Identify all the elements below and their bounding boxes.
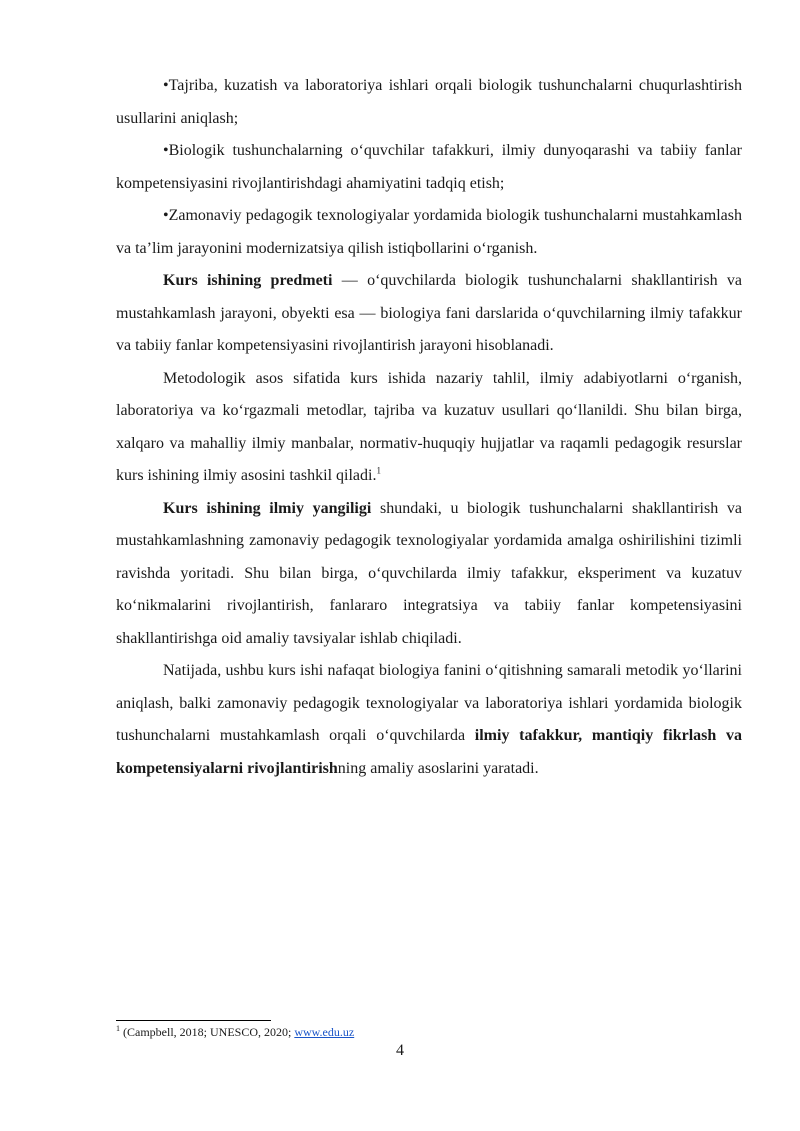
page-number: 4 <box>396 1042 404 1059</box>
bullet-text: Tajriba, kuzatish va laboratoriya ishlari orqali biologik tushunchalarni chuqurlashtirish usullarini aniqlash; <box>116 77 742 127</box>
novelty-heading: Kurs ishining ilmiy yangiligi <box>163 499 372 517</box>
subject-text: — oʻquvchilarda biologik tushunchalarni shakllantirish va mustahkamlash jarayoni, obyekti esa — biologiya fani darslarida oʻquvchilarning ilmiy tafakkur va tabiiy fanlar kompetensiyasini rivojlantirish jarayoni hisoblanadi. <box>116 272 743 354</box>
bullet-text: Biologik tushunchalarning oʻquvchilar tafakkuri, ilmiy dunyoqarashi va tabiiy fanlar kompetensiyasini rivojlantirishdagi ahamiyatini tadqiq etish; <box>116 142 742 192</box>
footnote <box>116 1025 354 1040</box>
bullet-marker: • <box>163 207 169 224</box>
bullet-item-2 <box>116 135 742 200</box>
paragraph-methodology <box>116 363 742 493</box>
footnote-reference[interactable]: 1 <box>376 465 381 476</box>
footnote-text: (Campbell, 2018; UNESCO, 2020; <box>120 1025 295 1039</box>
paragraph-result <box>116 655 742 785</box>
paragraph-subject <box>116 265 742 363</box>
bullet-item-1 <box>116 70 742 135</box>
novelty-text: shundaki, u biologik tushunchalarni shakllantirish va mustahkamlashning zamonaviy pedagogik texnologiyalar yordamida amalga oshirilishini tizimli ravishda yoritadi. Shu bilan birga, oʻquvchilarda ilmiy tafakkur, eksperiment va kuzatuv koʻnikmalarini rivojlantirish, fanlararo integratsiya va tabiiy fanlar kompetensiyasini shakllantirishga oid amaliy tavsiyalar ishlab chiqiladi. <box>116 499 742 647</box>
bullet-marker: • <box>163 77 169 94</box>
footnote-marker: 1 <box>116 1024 120 1033</box>
bullet-item-3 <box>116 200 742 265</box>
result-text: Natijada, ushbu kurs ishi nafaqat biologiya fanini oʻqitishning samarali metodik yoʻllarini aniqlash, balki zamonaviy pedagogik texnologiyalar va laboratoriya ishlari yordamida biologik tushunchalarni mustahkamlash orqali oʻquvchilarda <box>116 662 742 744</box>
methodology-text: Metodologik asos sifatida kurs ishida nazariy tahlil, ilmiy adabiyotlarni oʻrganish, laboratoriya va koʻrgazmali metodlar, tajriba va kuzatuv usullari qoʻllanildi. Shu bilan birga, xalqaro va mahalliy ilmiy manbalar, normativ-huquqiy hujjatlar va raqamli pedagogik resurslar kurs ishining ilmiy asosini tashkil qiladi. <box>116 369 742 484</box>
footnote-link[interactable]: www.edu.uz <box>294 1025 355 1039</box>
bullet-marker: • <box>163 142 169 159</box>
paragraph-novelty <box>116 493 742 656</box>
bullet-text: Zamonaviy pedagogik texnologiyalar yordamida biologik tushunchalarni mustahkamlash va taʼlim jarayonini modernizatsiya qilish istiqbollarini oʻrganish. <box>116 207 742 257</box>
result-text-end: ning amaliy asoslarini yaratadi. <box>337 759 539 777</box>
result-bold-text: ilmiy tafakkur, mantiqiy fikrlash va kompetensiyalarni rivojlantirish <box>116 727 742 777</box>
page-content <box>116 70 742 785</box>
subject-heading: Kurs ishining predmeti <box>163 272 333 289</box>
footnote-separator <box>116 1020 271 1021</box>
